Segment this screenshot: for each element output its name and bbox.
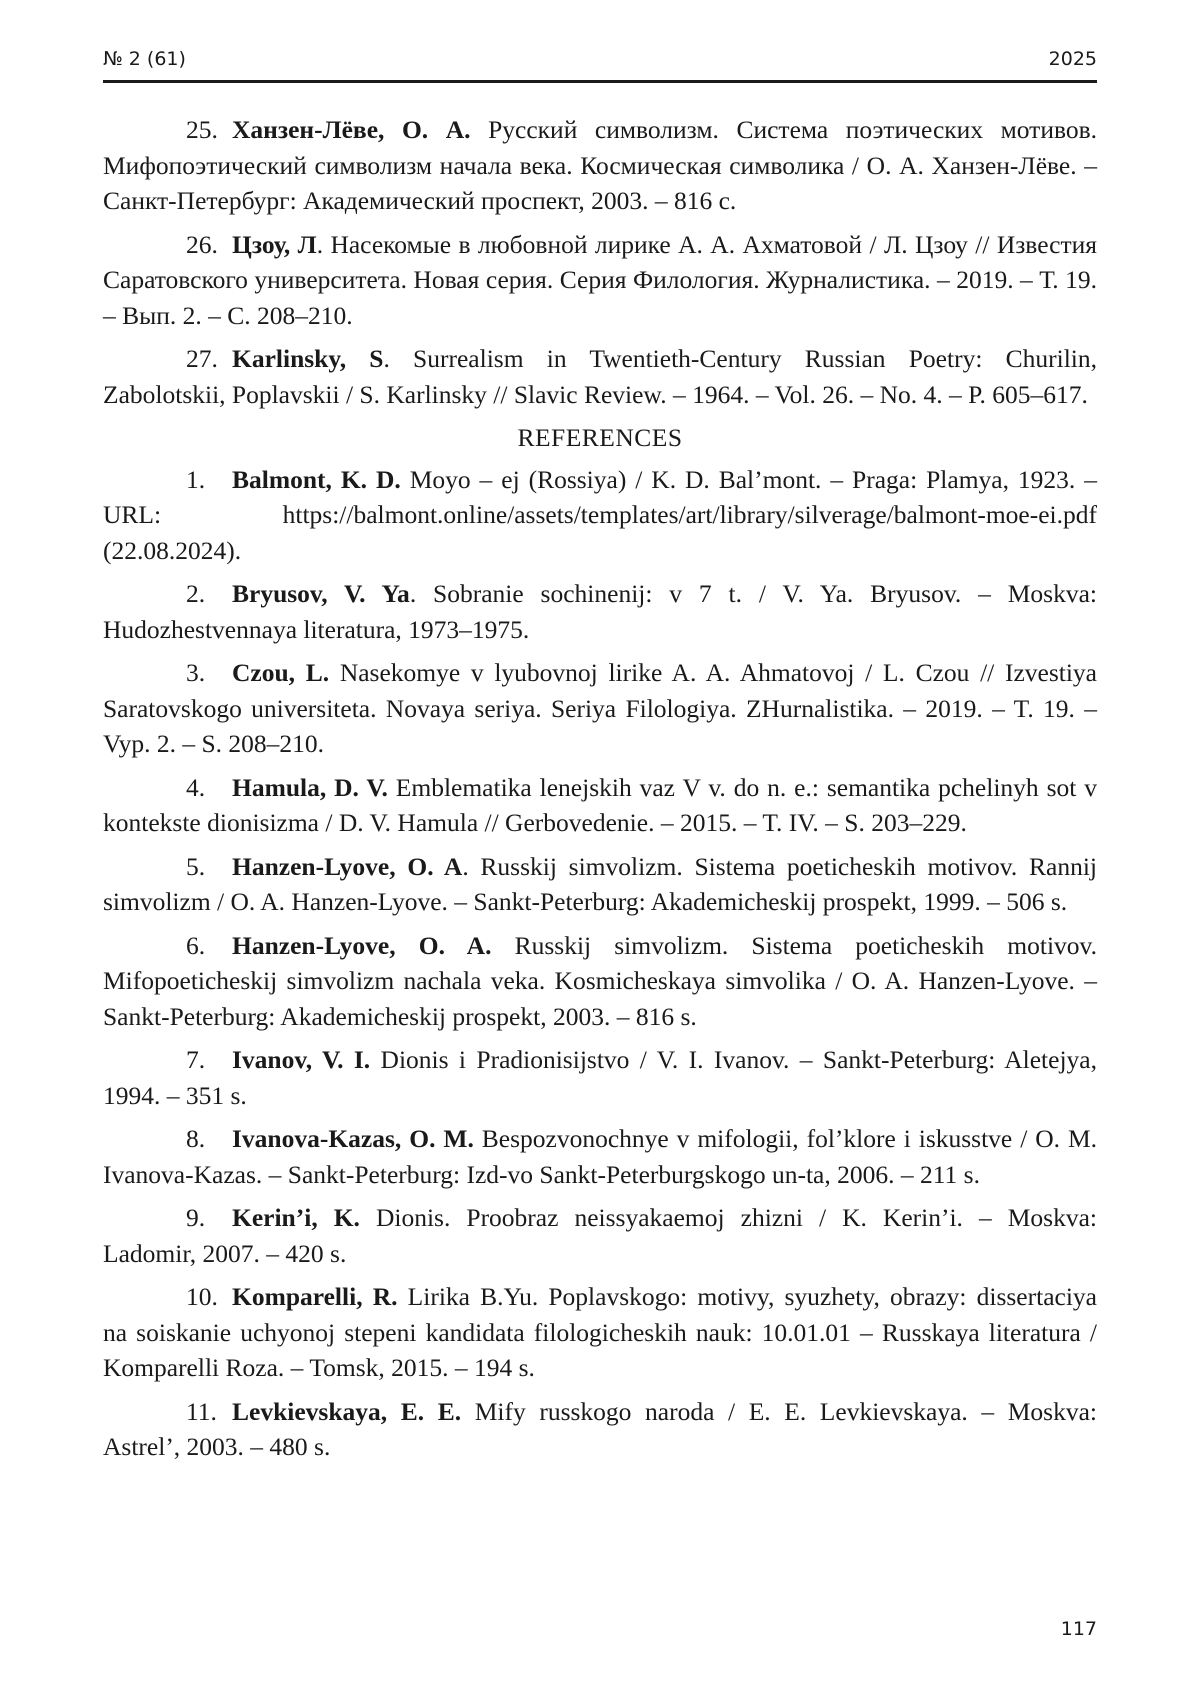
entry-author: Hanzen-Lyove, O. A	[232, 851, 463, 881]
entry-author: Kerin’i, K.	[232, 1203, 360, 1232]
entry-author: Komparelli, R.	[232, 1282, 398, 1311]
entry-author: Ханзен-Лёве, О. А.	[232, 115, 471, 144]
entry-number: 4.	[186, 772, 206, 802]
reference-entry	[103, 576, 1097, 647]
references-heading: REFERENCES	[517, 423, 683, 452]
issue-year: 2025	[1048, 48, 1097, 70]
entry-number: 6.	[186, 930, 206, 960]
page-number: 117	[1060, 1618, 1097, 1640]
entry-text: . Surrealism in Twentieth-Century Russian Poetry: Churilin, Zabolotskii, Poplavskii / S. Karlinsky // Slavic Review. – 1964. – Vol. 26. – No. 4. – P. 605–617.	[103, 344, 1097, 409]
page-content	[103, 112, 1097, 1473]
entry-text: Nasekomye v lyubovnoj lirike A. A. Ahmatovoj / L. Czou // Izvestiya Saratovskogo universiteta. Novaya seriya. Seriya Filologiya. ZHurnalistika. – 2019. – T. 19. – Vyp. 2. – S. 208–210.	[103, 658, 1097, 758]
entry-number: 11.	[186, 1396, 217, 1426]
bibliography-entry	[103, 341, 1097, 412]
entry-number: 25.	[186, 115, 218, 144]
entry-author: Karlinsky, S	[232, 344, 384, 373]
entry-text: Emblematika lenejskih vaz V v. do n. e.: semantika pchelinyh sot v kontekste dionisizma / D. V. Hamula // Gerbovedenie. – 2015. – T. IV. – S. 203–229.	[103, 772, 1097, 837]
entry-text: . Russkij simvolizm. Sistema poeticheskih motivov. Rannij simvolizm / O. A. Hanzen-Lyove. – Sankt-Peterburg: Akademicheskij prospekt, 1999. – 506 s.	[103, 851, 1097, 916]
entry-author: Levkievskaya, E. E.	[232, 1396, 462, 1426]
entry-text: Mify russkogo naroda / E. E. Levkievskaya. – Moskva: Astrel’, 2003. – 480 s.	[103, 1396, 1097, 1461]
reference-entry	[103, 1121, 1097, 1192]
entry-author: Czou, L.	[232, 658, 330, 687]
entry-author: Hamula, D. V.	[232, 772, 388, 802]
issue-number: № 2 (61)	[103, 48, 186, 70]
reference-entry	[103, 1042, 1097, 1113]
entry-number: 9.	[186, 1203, 206, 1232]
entry-number: 7.	[186, 1045, 206, 1074]
entry-number: 10.	[186, 1282, 218, 1311]
entry-text: Lirika B.Yu. Poplavskogo: motivy, syuzhety, obrazy: dissertaciya na soiskanie uchyonoj stepeni kandidata filologicheskih nauk: 10.01.01 – Russkaya literatura / Komparelli Roza. – Tomsk, 2015. – 194 s.	[103, 1282, 1097, 1382]
entry-number: 3.	[186, 658, 206, 687]
entry-text: Русский символизм. Система поэтических мотивов. Мифопоэтический символизм начала века. Космическая символика / О. А. Ханзен-Лёве. – Санкт-Петербург: Академический проспект, 2003. – 816 с.	[103, 115, 1098, 215]
reference-entry	[103, 462, 1097, 569]
entry-author: Цзоу, Л	[232, 229, 317, 259]
entry-author: Bryusov, V. Ya	[232, 579, 410, 608]
entry-author: Balmont, K. D.	[232, 464, 401, 494]
reference-entry	[103, 1200, 1097, 1271]
entry-number: 5.	[186, 851, 206, 881]
entry-number: 8.	[186, 1124, 206, 1153]
reference-entry	[103, 655, 1097, 762]
entry-number: 27.	[186, 344, 218, 373]
entry-author: Ivanova-Kazas, O. M.	[232, 1124, 474, 1153]
running-header	[103, 48, 1097, 83]
entry-number: 2.	[186, 579, 206, 608]
entry-author: Hanzen-Lyove, O. A.	[232, 930, 492, 960]
entry-text: Bespozvonochnye v mifologii, fol’klore i iskusstve / O. M. Ivanova-Kazas. – Sankt-Peterburg: Izd-vo Sankt-Peterburgskogo un-ta, 2006. – 211 s.	[103, 1124, 1097, 1189]
reference-entry	[103, 1394, 1097, 1465]
reference-entry	[103, 928, 1097, 1035]
entry-text: Russkij simvolizm. Sistema poeticheskih motivov. Mifopoeticheskij simvolizm nachala veka. Kosmicheskaya simvolika / O. A. Hanzen-Lyove. – Sankt-Peterburg: Akademicheskij prospekt, 2003. – 816 s.	[103, 930, 1097, 1031]
bibliography-entry	[103, 112, 1097, 219]
entry-author: Ivanov, V. I.	[232, 1045, 371, 1074]
bibliography-entry	[103, 227, 1097, 334]
entry-text: . Насекомые в любовной лирике А. А. Ахматовой / Л. Цзоу // Известия Саратовского университета. Новая серия. Серия Филология. Журналистика. – 2019. – Т. 19. – Вып. 2. – С. 208–210.	[103, 229, 1097, 330]
entry-number: 26.	[186, 229, 218, 259]
entry-number: 1.	[186, 464, 206, 494]
reference-entry	[103, 849, 1097, 920]
entry-text: Dionis i Pradionisijstvo / V. I. Ivanov. – Sankt-Peterburg: Aletejya, 1994. – 351 s.	[103, 1045, 1097, 1110]
reference-entry	[103, 1279, 1097, 1386]
reference-entry	[103, 770, 1097, 841]
entry-text: Dionis. Proobraz neissyakaemoj zhizni / K. Kerin’i. – Moskva: Ladomir, 2007. – 420 s.	[103, 1203, 1097, 1268]
entry-text: . Sobranie sochinenij: v 7 t. / V. Ya. Bryusov. – Moskva: Hudozhestvennaya literatura, 1973–1975.	[103, 579, 1097, 644]
entry-text: Moyo – ej (Rossiya) / K. D. Bal’mont. – Praga: Plamya, 1923. – URL: https://balmont.online/assets/templates/art/library/silverage/balmont-moe-ei.pdf (22.08.2024).	[103, 464, 1097, 565]
